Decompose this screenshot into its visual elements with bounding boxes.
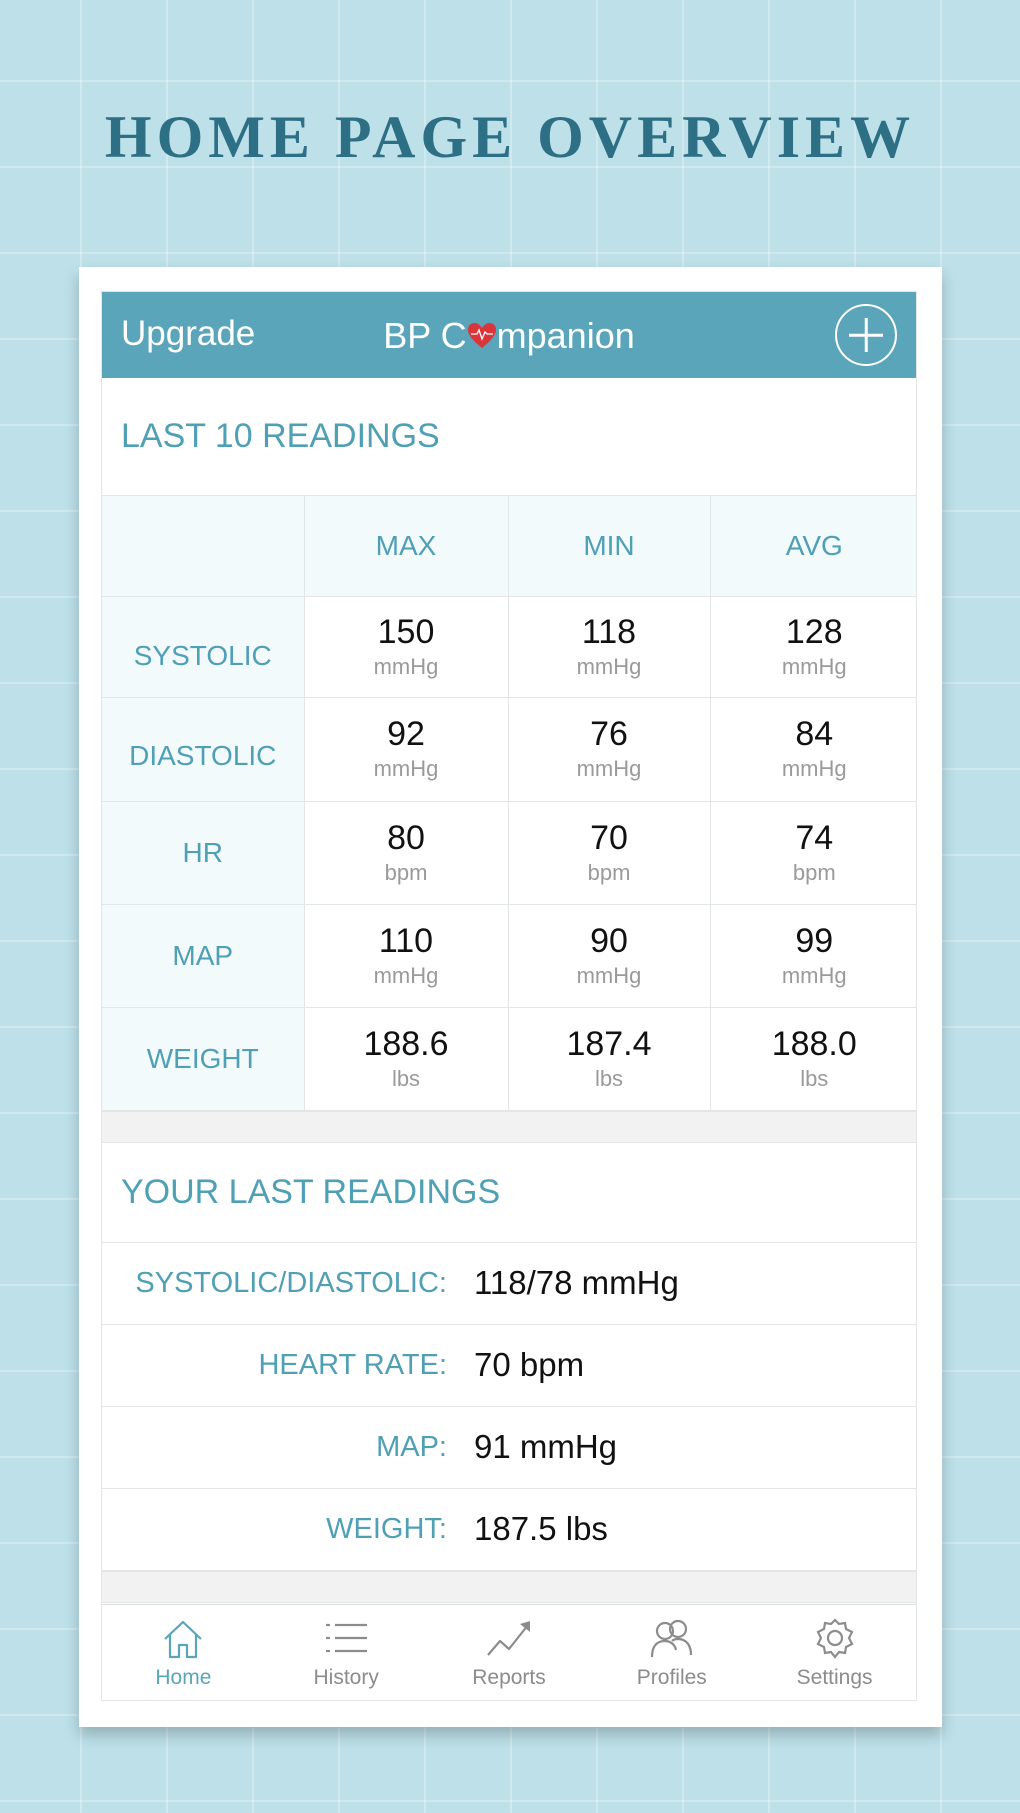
tab-bar — [102, 1604, 916, 1700]
table-row — [102, 904, 917, 1007]
tab-profiles[interactable] — [590, 1605, 753, 1700]
last-reading-row — [102, 1243, 916, 1325]
table-cell — [710, 1007, 917, 1110]
tab-label: Home — [155, 1666, 212, 1689]
row-label-diastolic: DIASTOLIC — [102, 697, 304, 801]
users-icon — [649, 1617, 695, 1661]
table-cell — [508, 801, 710, 904]
app-title — [102, 315, 916, 359]
upgrade-button[interactable]: Upgrade — [121, 314, 256, 353]
cell-unit: lbs — [594, 1065, 624, 1091]
tab-label: Profiles — [636, 1666, 707, 1689]
last-readings-title: YOUR LAST READINGS — [102, 1143, 916, 1243]
table-row — [102, 1007, 917, 1110]
column-header-avg: AVG — [710, 496, 917, 596]
table-header-row — [102, 496, 917, 596]
tab-label: Settings — [796, 1666, 873, 1689]
last-reading-row — [102, 1407, 916, 1489]
cell-unit: mmHg — [781, 756, 847, 781]
tab-history[interactable] — [265, 1605, 428, 1700]
last-ten-table — [102, 496, 917, 1111]
cell-value: 188.0 — [771, 1024, 857, 1063]
cell-unit: bpm — [587, 859, 631, 885]
table-cell — [508, 697, 710, 801]
last-reading-row — [102, 1325, 916, 1407]
plus-circle-icon[interactable] — [835, 304, 897, 366]
cell-unit: mmHg — [576, 653, 642, 679]
navbar — [102, 292, 916, 378]
app-screen — [101, 291, 917, 1701]
cell-value: 110 — [378, 921, 434, 960]
last-reading-label: MAP: — [376, 1430, 447, 1463]
cell-value: 99 — [795, 921, 834, 960]
tab-label: History — [313, 1666, 379, 1689]
table-row — [102, 596, 917, 697]
tab-label: Reports — [472, 1666, 546, 1689]
cell-unit: mmHg — [781, 653, 847, 679]
table-cell — [304, 801, 508, 904]
cell-value: 118 — [581, 612, 637, 651]
last-reading-label: SYSTOLIC/DIASTOLIC: — [135, 1266, 447, 1299]
gear-icon — [812, 1617, 858, 1661]
last-reading-label: WEIGHT: — [326, 1512, 447, 1545]
home-icon — [160, 1617, 206, 1661]
cell-unit: lbs — [800, 1065, 829, 1091]
table-cell — [304, 904, 508, 1007]
last-reading-value: 70 bpm — [474, 1346, 585, 1383]
cell-unit: bpm — [384, 859, 428, 885]
cell-value: 80 — [387, 818, 425, 857]
cell-unit: mmHg — [373, 962, 439, 988]
last-ten-title: LAST 10 READINGS — [102, 378, 916, 496]
corner-cell — [102, 496, 304, 596]
cell-value: 128 — [785, 612, 843, 651]
table-cell — [304, 596, 508, 697]
table-cell — [710, 697, 917, 801]
cell-unit: lbs — [391, 1065, 421, 1091]
cell-value: 92 — [387, 715, 425, 753]
heart-icon — [467, 317, 497, 359]
cell-value: 84 — [795, 715, 834, 753]
app-title-end: mpanion — [496, 315, 635, 356]
table-cell — [508, 904, 710, 1007]
cell-unit: mmHg — [576, 756, 642, 781]
last-reading-label: HEART RATE: — [258, 1348, 447, 1381]
section-divider — [102, 1571, 916, 1603]
column-header-min: MIN — [508, 496, 710, 596]
table-cell — [508, 596, 710, 697]
cell-value: 74 — [795, 818, 834, 857]
cell-value: 187.4 — [566, 1024, 652, 1063]
table-cell — [710, 904, 917, 1007]
table-cell — [710, 801, 917, 904]
cell-value: 150 — [377, 612, 435, 651]
column-header-max: MAX — [304, 496, 508, 596]
row-label-map: MAP — [102, 904, 304, 1007]
last-reading-row — [102, 1489, 916, 1571]
app-card — [79, 267, 942, 1727]
cell-value: 188.6 — [363, 1024, 449, 1063]
app-title-start: BP C — [383, 315, 467, 356]
cell-unit: mmHg — [373, 756, 439, 781]
last-reading-value: 118/78 mmHg — [474, 1264, 679, 1301]
tab-reports[interactable] — [428, 1605, 591, 1700]
trend-chart-icon — [486, 1617, 532, 1661]
table-cell — [304, 1007, 508, 1110]
page-heading: HOME PAGE OVERVIEW — [104, 104, 916, 170]
cell-unit: bpm — [792, 859, 836, 885]
last-reading-value: 91 mmHg — [474, 1428, 618, 1465]
cell-value: 90 — [590, 921, 628, 960]
row-label-hr: HR — [102, 801, 304, 904]
tab-settings[interactable] — [753, 1605, 916, 1700]
row-label-weight: WEIGHT — [102, 1007, 304, 1110]
table-cell — [508, 1007, 710, 1110]
cell-value: 70 — [590, 818, 628, 857]
row-label-systolic: SYSTOLIC — [102, 596, 304, 697]
table-cell — [304, 697, 508, 801]
table-cell — [710, 596, 917, 697]
table-row — [102, 697, 917, 801]
last-reading-value: 187.5 lbs — [474, 1510, 608, 1547]
cell-unit: mmHg — [781, 962, 847, 988]
tab-home[interactable] — [102, 1605, 265, 1700]
cell-unit: mmHg — [576, 962, 642, 988]
cell-unit: mmHg — [373, 653, 439, 679]
list-icon — [323, 1617, 369, 1661]
section-divider — [102, 1111, 916, 1143]
table-row — [102, 801, 917, 904]
cell-value: 76 — [590, 715, 628, 753]
